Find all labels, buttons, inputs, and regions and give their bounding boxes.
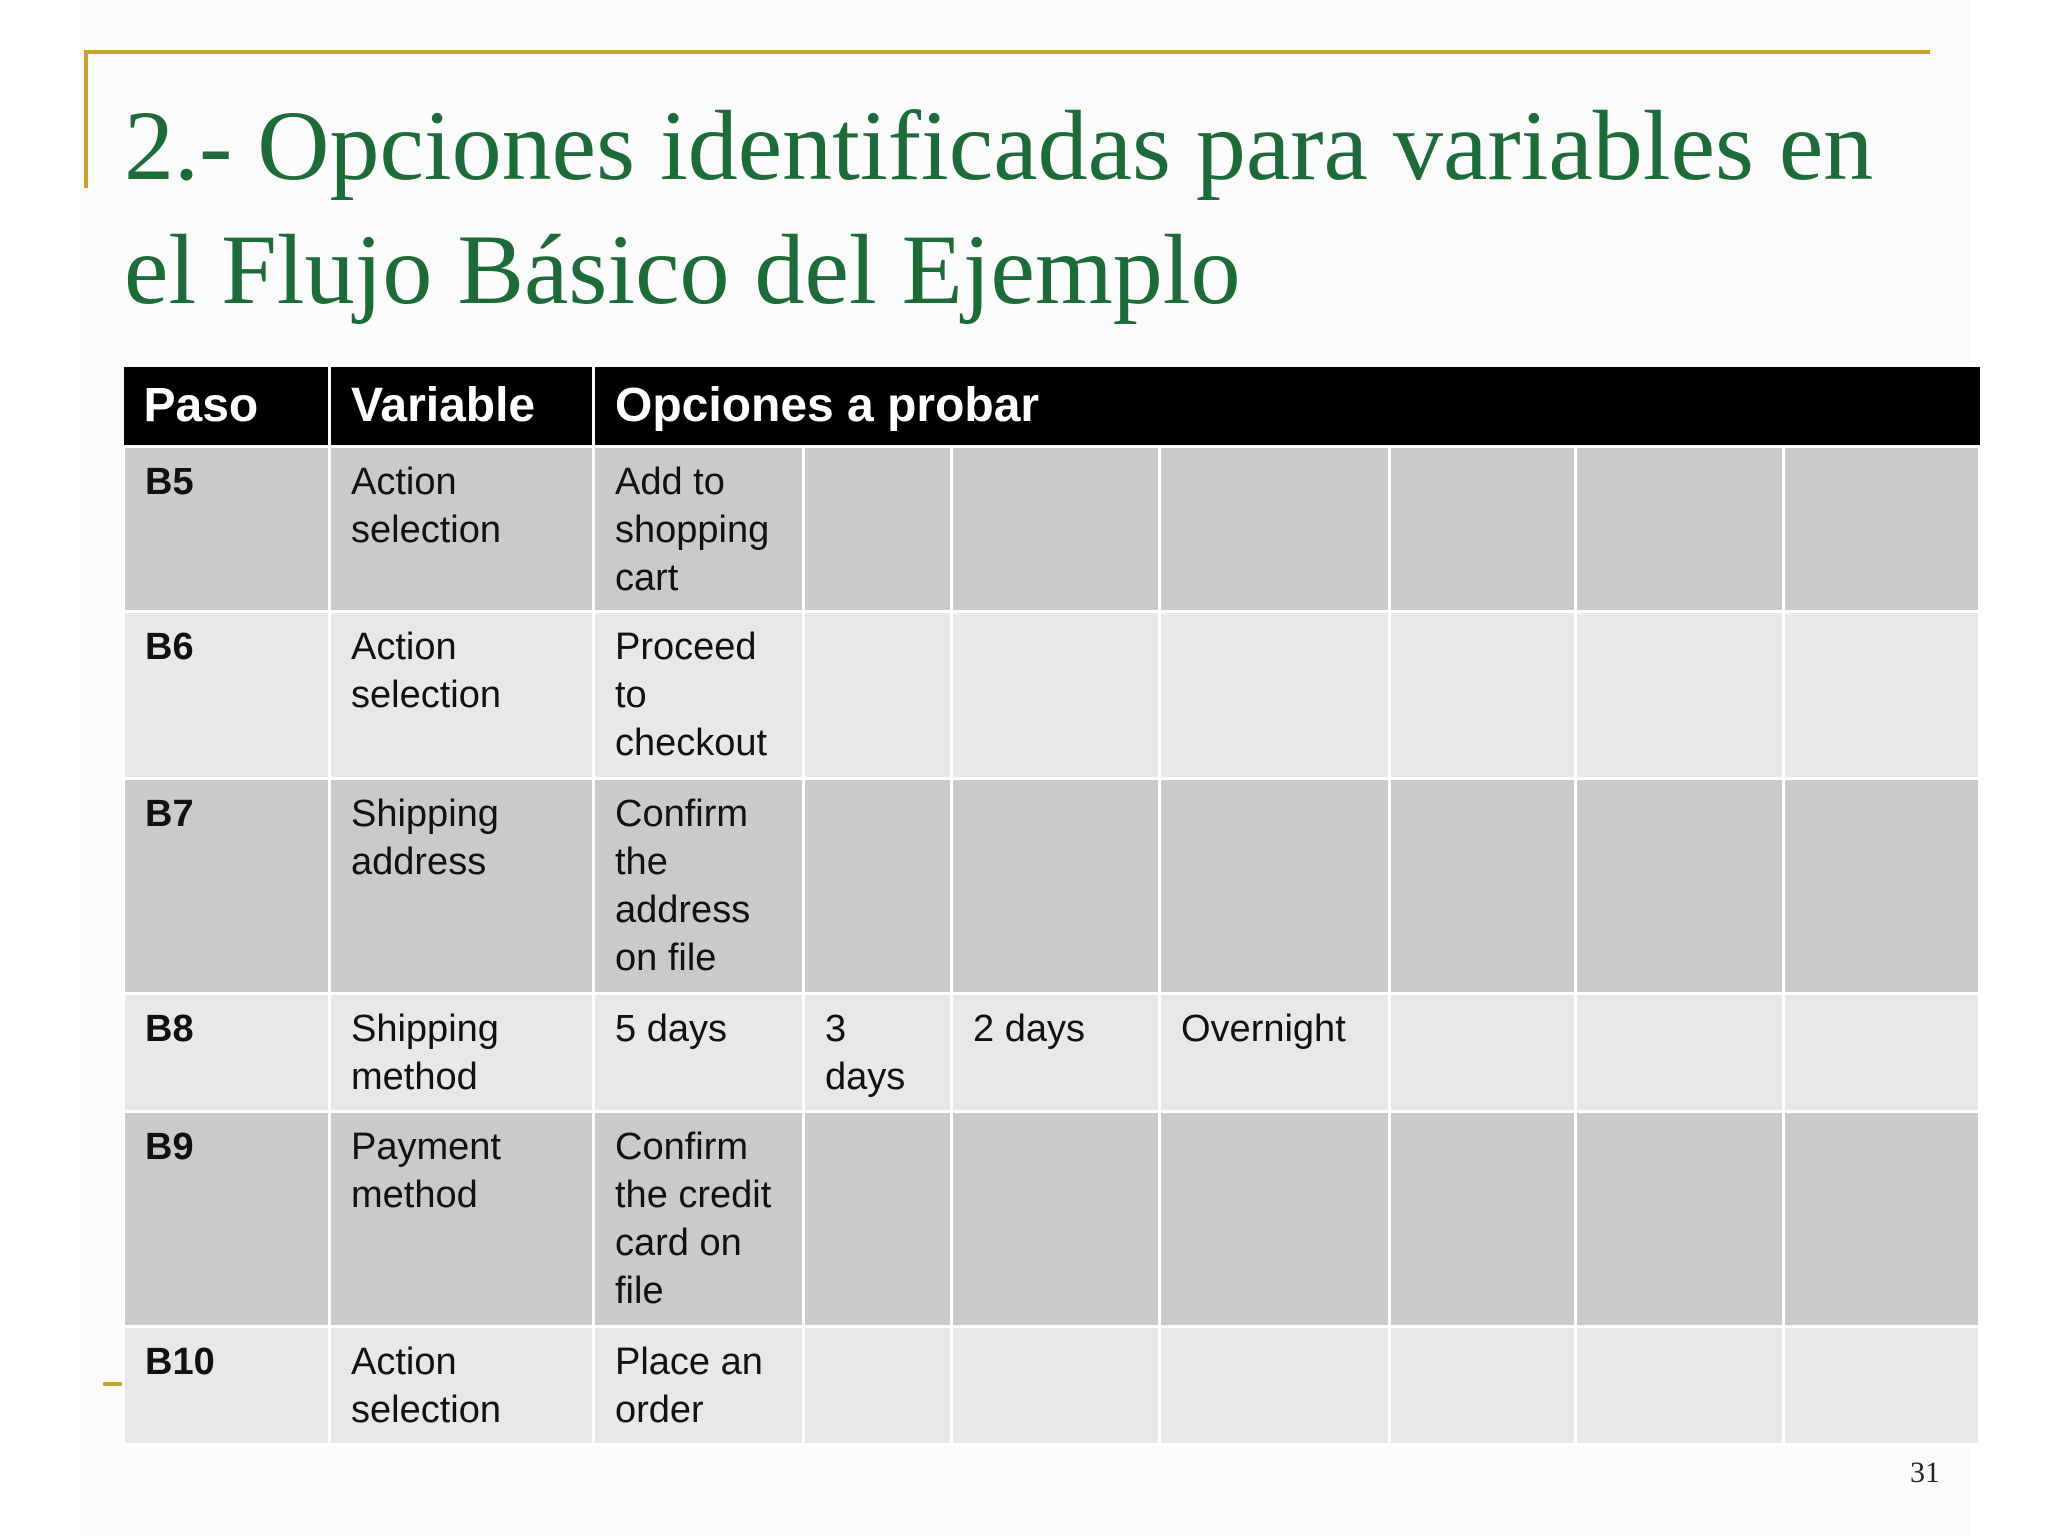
cell-variable: Action selection	[330, 611, 594, 778]
cell-option	[1390, 611, 1576, 778]
cell-option	[952, 1111, 1160, 1326]
cell-option	[1390, 993, 1576, 1111]
page-number: 31	[1910, 1456, 1940, 1489]
table-row	[124, 778, 1980, 993]
cell-option	[952, 778, 1160, 993]
cell-option	[1576, 993, 1784, 1111]
cell-option	[1390, 778, 1576, 993]
cell-option	[1576, 1111, 1784, 1326]
cell-option	[1160, 611, 1390, 778]
cell-option	[1160, 446, 1390, 611]
cell-option	[1784, 611, 1980, 778]
options-table	[122, 367, 1981, 1446]
cell-option	[804, 1111, 952, 1326]
cell-option	[804, 778, 952, 993]
cell-option	[804, 1326, 952, 1444]
bottom-accent-tick	[103, 1382, 123, 1386]
left-accent-rule	[84, 50, 88, 188]
cell-option: 5 days	[594, 993, 804, 1111]
cell-option: Confirm the credit card on file	[594, 1111, 804, 1326]
cell-option	[1576, 611, 1784, 778]
cell-variable: Action selection	[330, 1326, 594, 1444]
cell-step: B7	[124, 778, 330, 993]
cell-option: 2 days	[952, 993, 1160, 1111]
top-accent-rule	[84, 50, 1930, 54]
cell-option	[1576, 1326, 1784, 1444]
cell-step: B8	[124, 993, 330, 1111]
cell-option	[1160, 1111, 1390, 1326]
cell-option	[1390, 1111, 1576, 1326]
cell-variable: Action selection	[330, 446, 594, 611]
cell-step: B6	[124, 611, 330, 778]
cell-variable: Shipping address	[330, 778, 594, 993]
cell-option: Place an order	[594, 1326, 804, 1444]
cell-option: Confirm the address on file	[594, 778, 804, 993]
cell-step: B10	[124, 1326, 330, 1444]
cell-option: 3 days	[804, 993, 952, 1111]
cell-variable: Shipping method	[330, 993, 594, 1111]
table-body	[124, 446, 1980, 1444]
cell-option	[1160, 1326, 1390, 1444]
cell-option	[1160, 778, 1390, 993]
cell-option	[952, 446, 1160, 611]
header-step: Paso	[124, 367, 330, 446]
cell-option	[804, 611, 952, 778]
options-table-container	[122, 367, 1978, 1446]
cell-option	[1784, 1326, 1980, 1444]
header-options: Opciones a probar	[594, 367, 1980, 446]
table-row	[124, 1111, 1980, 1326]
cell-option	[952, 1326, 1160, 1444]
cell-step: B9	[124, 1111, 330, 1326]
cell-option: Add to shopping cart	[594, 446, 804, 611]
cell-step: B5	[124, 446, 330, 611]
cell-variable: Payment method	[330, 1111, 594, 1326]
slide-title: 2.- Opciones identificadas para variables en el Flujo Básico del Ejemplo	[124, 90, 1874, 325]
cell-option	[1390, 446, 1576, 611]
cell-option	[1784, 993, 1980, 1111]
table-row	[124, 611, 1980, 778]
cell-option	[1576, 446, 1784, 611]
cell-option	[1784, 778, 1980, 993]
cell-option: Overnight	[1160, 993, 1390, 1111]
cell-option: Proceed to checkout	[594, 611, 804, 778]
cell-option	[1784, 1111, 1980, 1326]
table-row	[124, 446, 1980, 611]
table-row	[124, 993, 1980, 1111]
cell-option	[1390, 1326, 1576, 1444]
table-header-row	[124, 367, 1980, 446]
cell-option	[1576, 778, 1784, 993]
cell-option	[952, 611, 1160, 778]
cell-option	[804, 446, 952, 611]
table-row	[124, 1326, 1980, 1444]
cell-option	[1784, 446, 1980, 611]
header-variable: Variable	[330, 367, 594, 446]
